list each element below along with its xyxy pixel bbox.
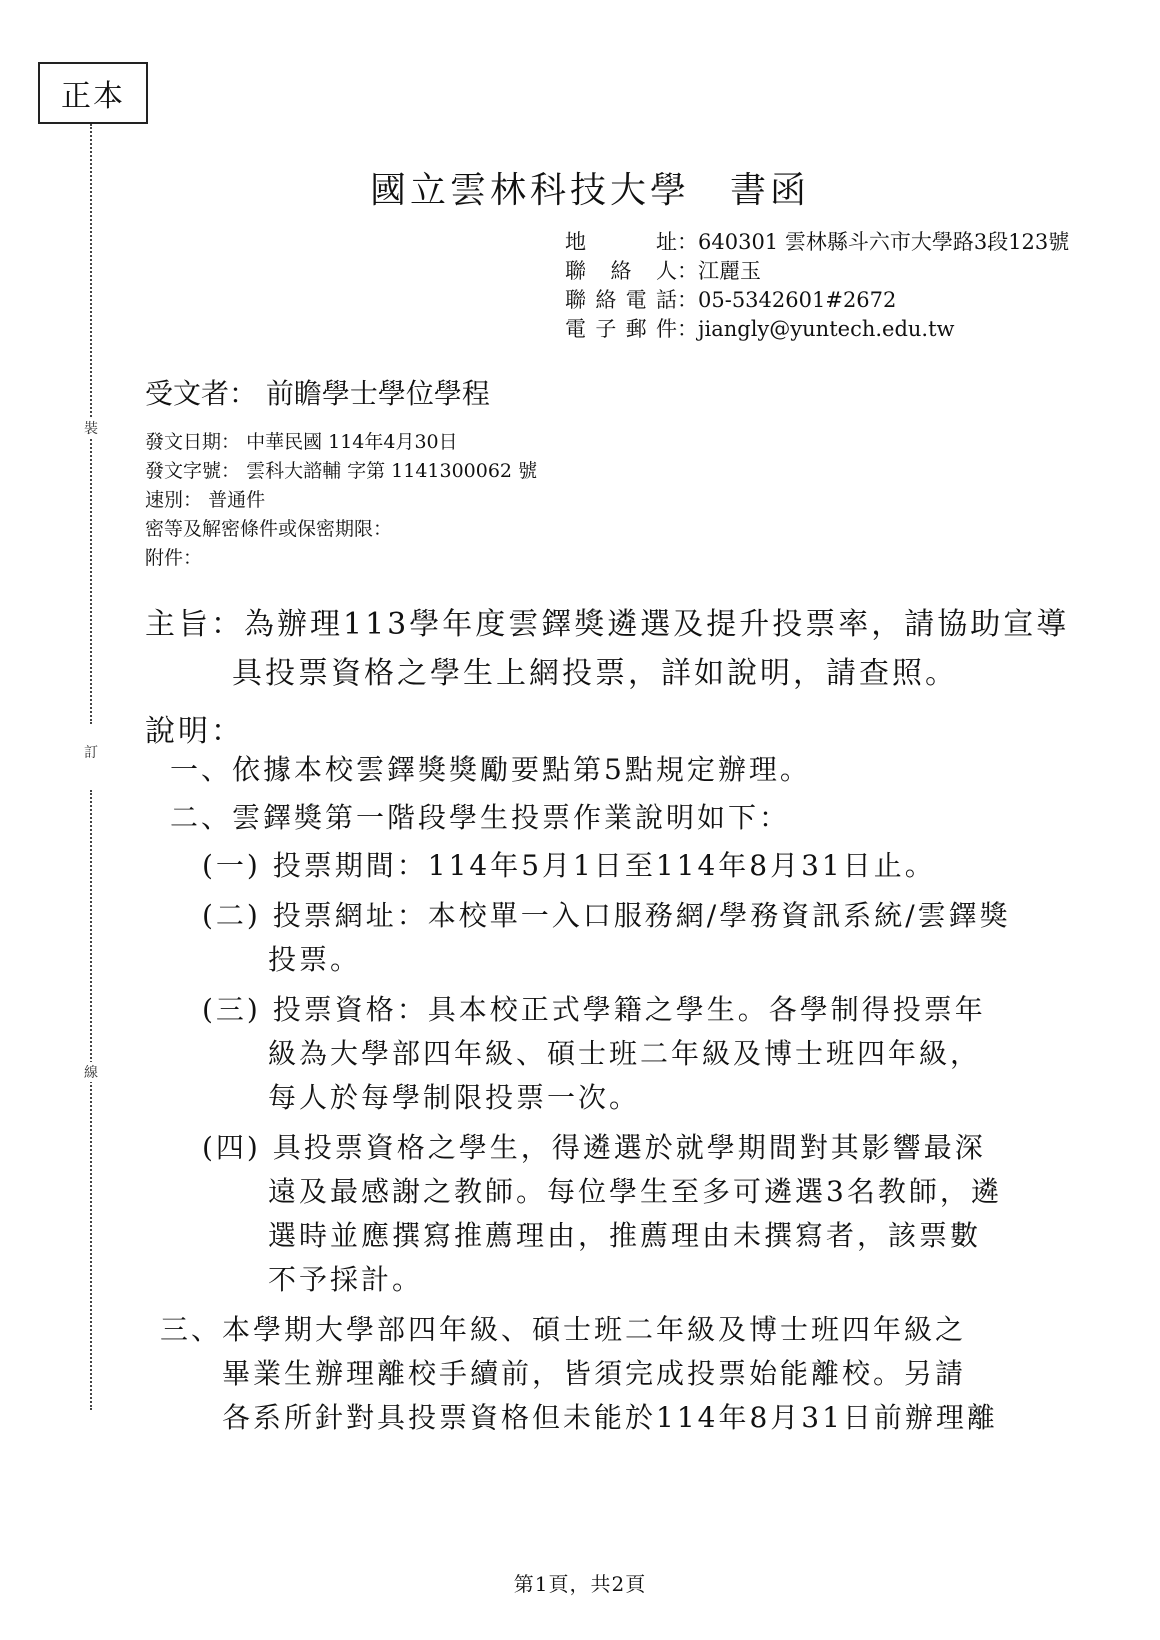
recipient-line [145,372,490,412]
sub-item-1: (一) 投票期間：114年5月1日至114年8月31日止。 [202,849,936,882]
attachments: 附件： [145,547,203,569]
subject-line-2: 具投票資格之學生上網投票，詳如說明，請查照。 [232,656,958,691]
subject-section [145,600,1070,698]
contact-block [565,228,1069,344]
recipient-value: 前瞻學士學位學程 [265,377,490,410]
urgency: 速別： 普通件 [145,489,266,511]
explanation-item-1: 一、依據本校雲鐸獎獎勵要點第5點規定辦理。 [170,753,811,786]
sub-item-2: (二) 投票網址：本校單一入口服務網/學務資訊系統/雲鐸獎 投票。 [202,899,1011,976]
document-number: 發文字號： 雲科大諮輔 字第 1141300062 號 [145,460,538,482]
contact-phone: 聯絡電話：05-5342601#2672 [565,288,897,312]
sub-item-4: (四) 具投票資格之學生，得遴選於就學期間對其影響最深 遠及最感謝之教師。每位學生至多可遴選3名教師，遴 選時並應撰寫推薦理由，推薦理由未撰寫者，該票數 不予採計。 [202,1131,1002,1296]
contact-person: 聯 絡 人：江麗玉 [565,259,761,283]
subject-line-1: 主旨：為辦理113學年度雲鐸獎遴選及提升投票率，請協助宣導 [145,607,1070,642]
document-title [0,162,1160,213]
contact-email: 電子郵件：jiangly@yuntech.edu.tw [565,317,955,341]
binding-mark-xian: 線 [82,1062,100,1082]
explanation-items [160,748,1011,1444]
issue-date: 發文日期： 中華民國 114年4月30日 [145,431,458,453]
document-type: 書函 [730,170,811,211]
original-copy-stamp: 正本 [38,62,148,124]
document-meta [145,428,537,573]
contact-address: 地 址：640301 雲林縣斗六市大學路3段123號 [565,230,1070,254]
explanation-item-3: 三、本學期大學部四年級、碩士班二年級及博士班四年級之 畢業生辦理離校手續前，皆須完成投票始能離校。另請 各系所針對具投票資格但未能於114年8月31日前辦理離 [160,1313,998,1434]
explanation-heading: 說明： [145,714,244,749]
issuing-organization: 國立雲林科技大學 [369,170,690,211]
page-number-footer: 第1頁，共2頁 [513,1572,647,1596]
binding-dotted-line-lower [90,790,92,1410]
confidentiality: 密等及解密條件或保密期限： [145,518,393,540]
recipient-label: 受文者： [145,377,258,410]
sub-item-3: (三) 投票資格：具本校正式學籍之學生。各學制得投票年 級為大學部四年級、碩士班二年級及博士班四年級， 每人於每學制限投票一次。 [202,993,986,1114]
binding-mark-ding: 訂 [82,742,100,762]
binding-mark-zhuang: 裝 [82,418,100,438]
explanation-item-2: 二、雲鐸獎第一階段學生投票作業說明如下： [170,801,791,834]
